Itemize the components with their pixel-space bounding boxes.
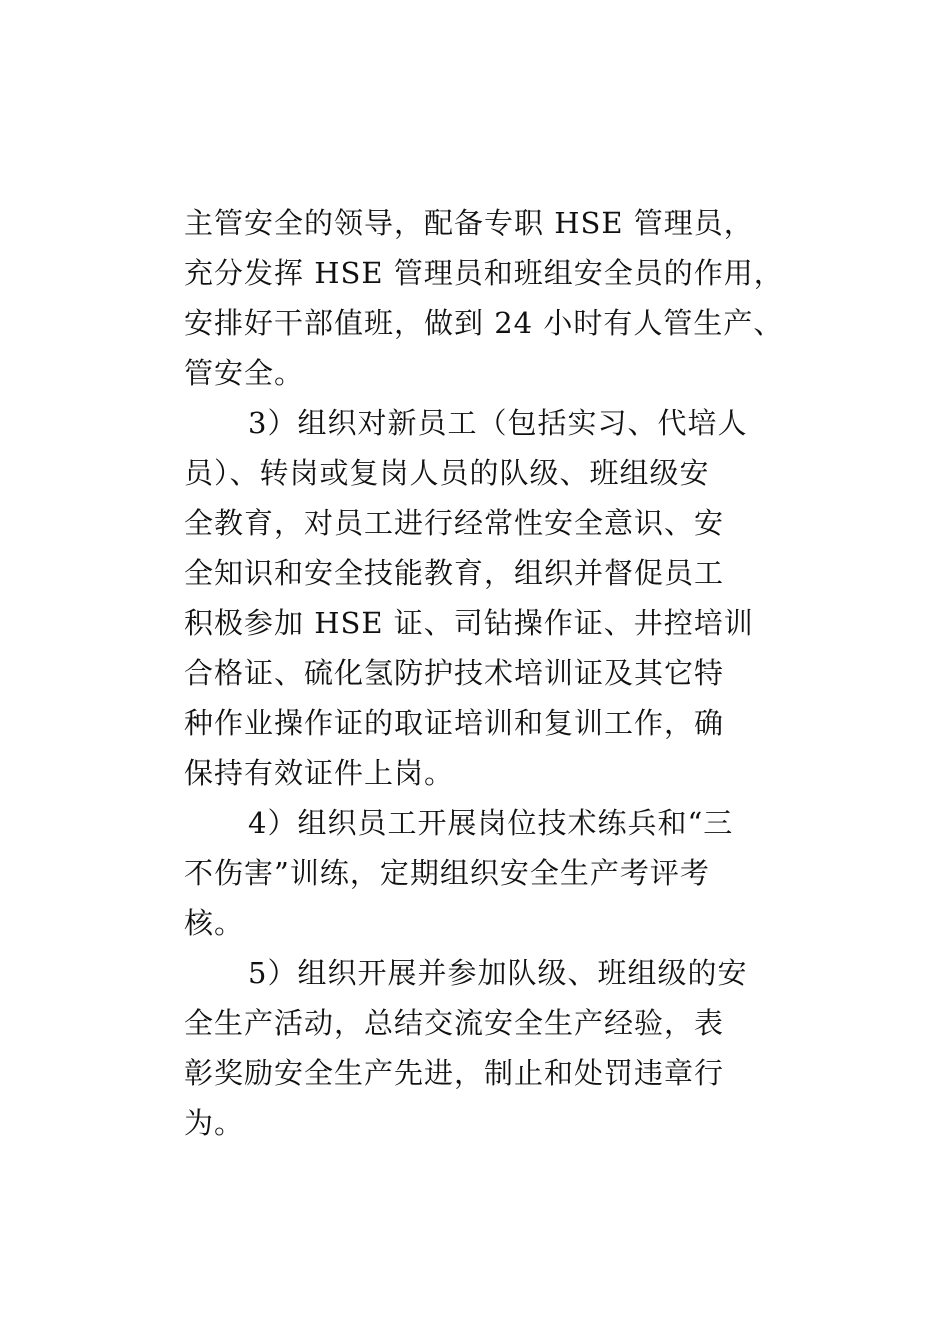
text-line: 全教育，对员工进行经常性安全意识、安 [184, 506, 725, 540]
paragraph-2 [184, 398, 814, 798]
text-line: 充分发挥 HSE 管理员和班组安全员的作用， [184, 256, 784, 290]
text-line: 安排好干部值班，做到 24 小时有人管生产、 [184, 306, 784, 340]
text-line: 彰奖励安全生产先进，制止和处罚违章行 [184, 1056, 725, 1090]
paragraph-1 [184, 198, 814, 398]
text-line: 种作业操作证的取证培训和复训工作，确 [184, 706, 725, 740]
text-line: 积极参加 HSE 证、司钻操作证、井控培训 [184, 606, 754, 640]
text-line: 管安全。 [184, 356, 305, 390]
text-line: 不伤害”训练，定期组织安全生产考评考 [184, 856, 710, 890]
text-line: 全知识和安全技能教育，组织并督促员工 [184, 556, 725, 590]
text-line: 为。 [184, 1106, 245, 1140]
text-line: 保持有效证件上岗。 [184, 756, 455, 790]
text-line: 全生产活动，总结交流安全生产经验，表 [184, 1006, 725, 1040]
paragraph-4 [184, 948, 814, 1148]
text-line: 合格证、硫化氢防护技术培训证及其它特 [184, 656, 725, 690]
document-body [184, 198, 814, 1148]
text-line: 员）、转岗或复岗人员的队级、班组级安 [184, 456, 710, 490]
text-line: 主管安全的领导，配备专职 HSE 管理员， [184, 206, 754, 240]
text-line: 4）组织员工开展岗位技术练兵和“三 [248, 806, 734, 840]
text-line: 3）组织对新员工（包括实习、代培人 [248, 406, 748, 440]
paragraph-3 [184, 798, 814, 948]
text-line: 核。 [184, 906, 245, 940]
text-line: 5）组织开展并参加队级、班组级的安 [248, 956, 748, 990]
